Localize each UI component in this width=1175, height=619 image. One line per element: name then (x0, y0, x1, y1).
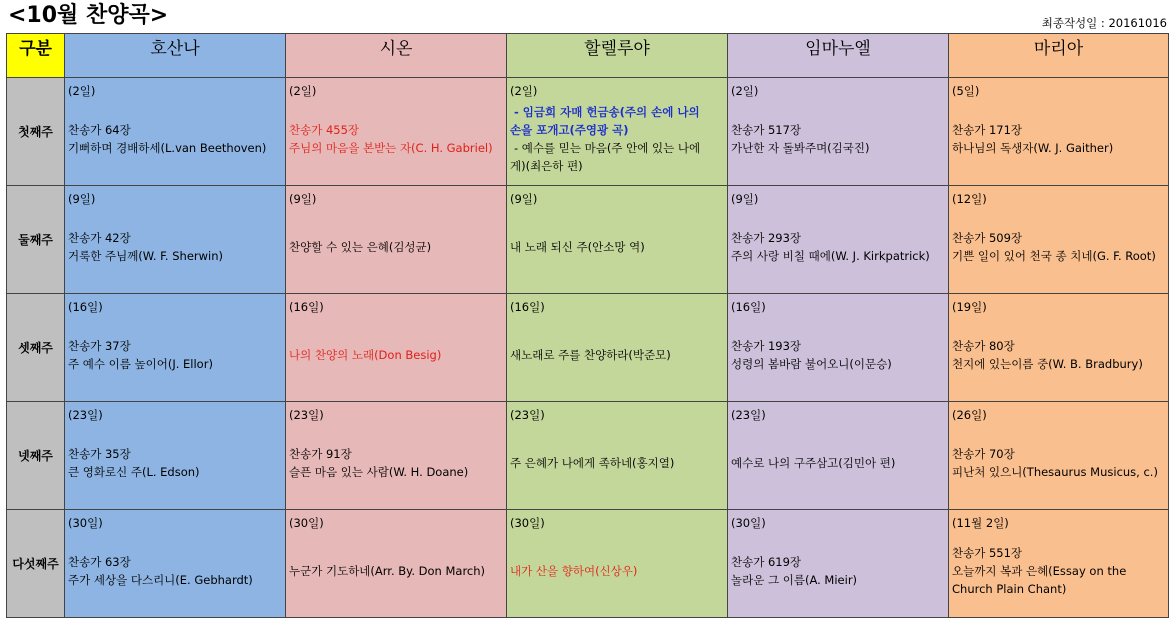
cell-line: 하나님의 독생자(W. J. Gaither) (952, 140, 1114, 155)
cell-line: - 예수를 믿는 마음(주 안에 있는 나에 (514, 140, 701, 155)
cell-date: (5일) (952, 84, 980, 98)
table-cell (286, 186, 507, 294)
table-cell (507, 186, 728, 294)
cell-date: (2일) (510, 84, 538, 98)
cell-line: 찬송가 42장 (68, 230, 131, 245)
table-row (7, 78, 1169, 186)
table-cell (65, 186, 286, 294)
cell-line: 찬송가 70장 (952, 446, 1015, 461)
schedule-table (6, 33, 1169, 618)
table-cell (65, 510, 286, 618)
cell-date: (23일) (289, 408, 324, 422)
cell-date: (9일) (68, 192, 96, 206)
cell-date: (30일) (510, 516, 545, 530)
table-cell (65, 402, 286, 510)
row-label: 첫째주 (7, 78, 65, 186)
header-col-immanuel: 임마누엘 (728, 34, 949, 78)
cell-line: 내 노래 되신 주(안소망 역) (510, 239, 645, 254)
header-col-maria: 마리아 (949, 34, 1169, 78)
table-row (7, 294, 1169, 402)
cell-date: (16일) (510, 300, 545, 314)
cell-line: 새노래로 주를 찬양하라(박준모) (510, 347, 671, 362)
cell-date: (26일) (952, 408, 987, 422)
cell-line: 놀라운 그 이름(A. Mieir) (731, 572, 858, 587)
cell-line: 찬양할 수 있는 은혜(김성균) (289, 239, 432, 254)
cell-line: 기뻐하며 경배하세(L.van Beethoven) (68, 140, 267, 155)
cell-line: 찬송가 37장 (68, 338, 131, 353)
cell-line: 찬송가 35장 (68, 446, 131, 461)
cell-line: 손을 포개고(주영광 곡) (510, 122, 629, 137)
cell-date: (30일) (731, 516, 766, 530)
table-cell (507, 294, 728, 402)
cell-line: 찬송가 551장 (952, 545, 1023, 560)
cell-line: 누군가 기도하네(Arr. By. Don March) (289, 563, 486, 578)
cell-date: (16일) (68, 300, 103, 314)
table-cell (949, 402, 1169, 510)
cell-line: 게)(최은하 편) (510, 158, 583, 173)
cell-line: Church Plain Chant) (952, 581, 1067, 596)
table-cell (949, 510, 1169, 618)
cell-line: 찬송가 80장 (952, 338, 1015, 353)
table-row (7, 402, 1169, 510)
cell-date: (16일) (289, 300, 324, 314)
table-cell (286, 510, 507, 618)
cell-line: 기쁜 일이 있어 천국 종 치네(G. F. Root) (952, 248, 1156, 263)
cell-line: 거룩한 주님께(W. F. Sherwin) (68, 248, 224, 263)
cell-date: (11월 2일) (952, 516, 1009, 530)
cell-date: (12일) (952, 192, 987, 206)
cell-date: (16일) (731, 300, 766, 314)
table-cell (507, 510, 728, 618)
header-col-hosanna: 호산나 (65, 34, 286, 78)
cell-line: 찬송가 91장 (289, 446, 352, 461)
cell-line: 주님의 마음을 본받는 자(C. H. Gabriel) (289, 140, 493, 155)
cell-line: 예수로 나의 구주삼고(김민아 편) (731, 455, 896, 470)
cell-line: 찬송가 193장 (731, 338, 802, 353)
cell-line: 찬송가 64장 (68, 122, 131, 137)
cell-line: 찬송가 455장 (289, 122, 360, 137)
cell-line: 찬송가 619장 (731, 554, 802, 569)
cell-date: (30일) (68, 516, 103, 530)
cell-line: 천지에 있는이름 중(W. B. Bradbury) (952, 356, 1143, 371)
cell-line: 피난처 있으니(Thesaurus Musicus, c.) (952, 464, 1158, 479)
cell-line: 주 예수 이름 높이어(J. Ellor) (68, 356, 213, 371)
table-cell (286, 78, 507, 186)
cell-line: 주의 사랑 비칠 때에(W. J. Kirkpatrick) (731, 248, 930, 263)
cell-date: (9일) (510, 192, 538, 206)
cell-date: (9일) (289, 192, 317, 206)
cell-line: 나의 찬양의 노래(Don Besig) (289, 347, 442, 362)
table-cell (949, 294, 1169, 402)
cell-date: (19일) (952, 300, 987, 314)
cell-date: (23일) (510, 408, 545, 422)
row-label: 셋째주 (7, 294, 65, 402)
header-label: 구분 (7, 34, 65, 78)
cell-line: 오늘까지 복과 은혜(Essay on the (952, 563, 1127, 578)
table-cell (949, 78, 1169, 186)
cell-date: (2일) (68, 84, 96, 98)
cell-date: (30일) (289, 516, 324, 530)
table-cell (286, 402, 507, 510)
row-label: 다섯째주 (7, 510, 65, 618)
cell-line: 가난한 자 돌봐주며(김국진) (731, 140, 870, 155)
table-cell (728, 294, 949, 402)
cell-date: (2일) (289, 84, 317, 98)
page-title: <10월 찬양곡> (8, 3, 169, 28)
cell-line: 찬송가 293장 (731, 230, 802, 245)
table-row (7, 510, 1169, 618)
cell-line: 찬송가 63장 (68, 554, 131, 569)
row-label: 넷째주 (7, 402, 65, 510)
table-cell (728, 402, 949, 510)
table-cell (65, 78, 286, 186)
cell-line: 성령의 봄바람 불어오니(이문승) (731, 356, 892, 371)
table-cell (507, 78, 728, 186)
cell-line: 주 은혜가 나에게 족하네(홍지열) (510, 455, 675, 470)
table-cell (728, 78, 949, 186)
cell-line: 큰 영화로신 주(L. Edson) (68, 464, 200, 479)
cell-line: 찬송가 509장 (952, 230, 1023, 245)
cell-date: (23일) (731, 408, 766, 422)
table-cell (286, 294, 507, 402)
table-cell (728, 186, 949, 294)
cell-date: (23일) (68, 408, 103, 422)
header-col-hallelujah: 할렐루야 (507, 34, 728, 78)
table-row (7, 186, 1169, 294)
cell-line: - 임금희 자매 헌금송(주의 손에 나의 (514, 104, 700, 119)
table-cell (507, 402, 728, 510)
cell-date: (2일) (731, 84, 759, 98)
cell-line: 주가 세상을 다스리니(E. Gebhardt) (68, 572, 253, 587)
cell-line: 내가 산을 향하여(신상우) (510, 563, 638, 578)
last-updated-date: 최종작성일 : 20161016 (1041, 16, 1167, 30)
header-row (7, 34, 1169, 78)
row-label: 둘째주 (7, 186, 65, 294)
table-cell (65, 294, 286, 402)
table-cell (728, 510, 949, 618)
header-col-zion: 시온 (286, 34, 507, 78)
cell-line: 슬픈 마음 있는 사람(W. H. Doane) (289, 464, 469, 479)
cell-line: 찬송가 517장 (731, 122, 802, 137)
cell-line: 찬송가 171장 (952, 122, 1023, 137)
table-cell (949, 186, 1169, 294)
cell-date: (9일) (731, 192, 759, 206)
